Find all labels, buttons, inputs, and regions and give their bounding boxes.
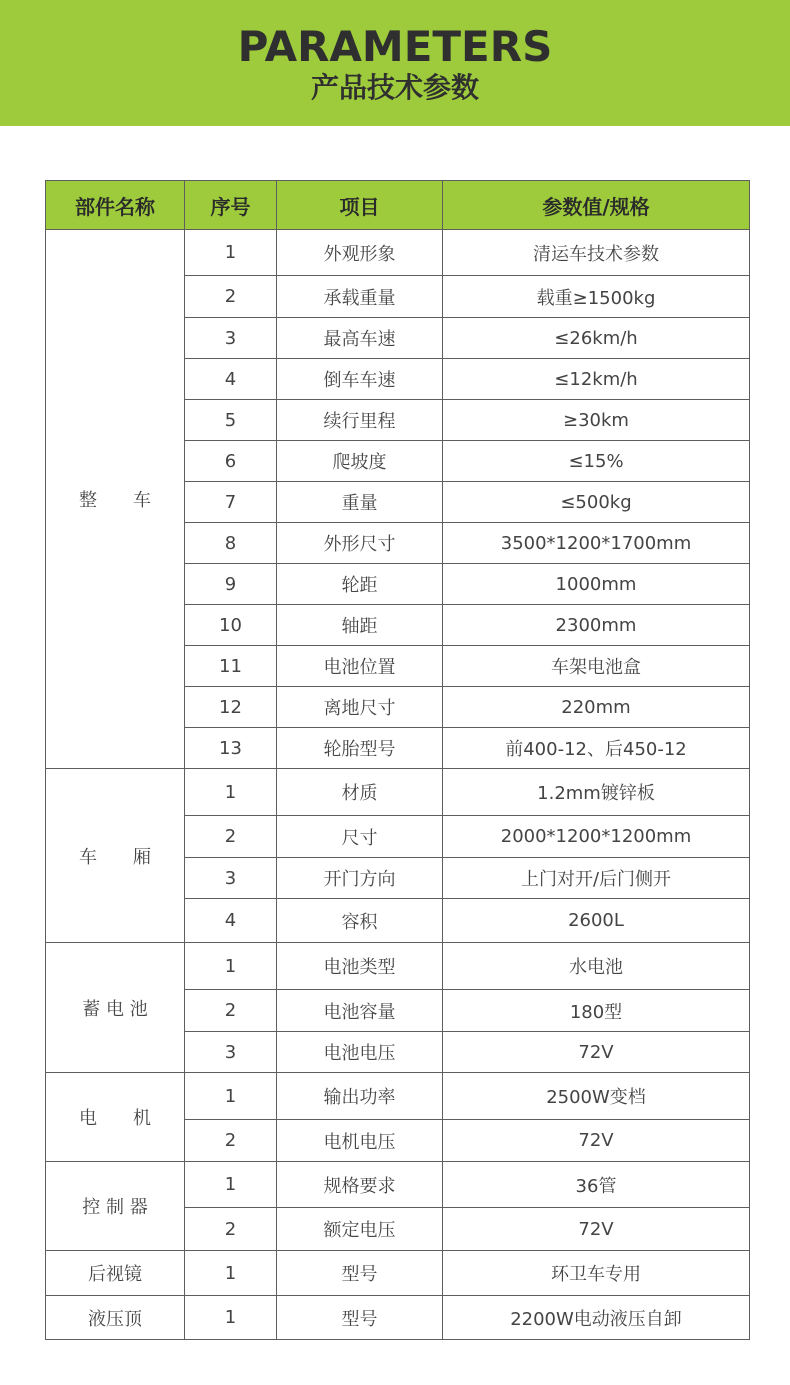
serial-number-cell: 9	[185, 564, 277, 605]
spec-table	[45, 180, 750, 1340]
part-name-cell: 液压顶	[46, 1296, 185, 1340]
table-row	[46, 943, 750, 990]
item-name-cell: 电机电压	[277, 1120, 443, 1162]
item-name-cell: 规格要求	[277, 1162, 443, 1208]
header-part: 部件名称	[46, 181, 185, 230]
serial-number-cell: 10	[185, 605, 277, 646]
item-name-cell: 电池位置	[277, 646, 443, 687]
serial-number-cell: 3	[185, 858, 277, 899]
serial-number-cell: 8	[185, 523, 277, 564]
spec-value-cell: ≤26km/h	[443, 318, 750, 359]
spec-value-cell: 水电池	[443, 943, 750, 990]
serial-number-cell: 3	[185, 318, 277, 359]
serial-number-cell: 12	[185, 687, 277, 728]
spec-value-cell: 2000*1200*1200mm	[443, 816, 750, 858]
serial-number-cell: 1	[185, 230, 277, 276]
item-name-cell: 最高车速	[277, 318, 443, 359]
header-no: 序号	[185, 181, 277, 230]
serial-number-cell: 1	[185, 1073, 277, 1120]
serial-number-cell: 1	[185, 1251, 277, 1296]
serial-number-cell: 1	[185, 769, 277, 816]
item-name-cell: 输出功率	[277, 1073, 443, 1120]
spec-value-cell: 180型	[443, 990, 750, 1032]
item-name-cell: 尺寸	[277, 816, 443, 858]
part-name-cell: 控 制 器	[46, 1162, 185, 1251]
part-name-cell: 后视镜	[46, 1251, 185, 1296]
item-name-cell: 开门方向	[277, 858, 443, 899]
serial-number-cell: 1	[185, 1162, 277, 1208]
table-row	[46, 769, 750, 816]
spec-value-cell: 72V	[443, 1120, 750, 1162]
spec-value-cell: ≤500kg	[443, 482, 750, 523]
spec-value-cell: 1000mm	[443, 564, 750, 605]
spec-value-cell: 清运车技术参数	[443, 230, 750, 276]
item-name-cell: 型号	[277, 1251, 443, 1296]
table-row	[46, 1073, 750, 1120]
header-value: 参数值/规格	[443, 181, 750, 230]
spec-value-cell: 3500*1200*1700mm	[443, 523, 750, 564]
item-name-cell: 外观形象	[277, 230, 443, 276]
part-name-cell: 电 机	[46, 1073, 185, 1162]
item-name-cell: 型号	[277, 1296, 443, 1340]
serial-number-cell: 2	[185, 276, 277, 318]
item-name-cell: 外形尺寸	[277, 523, 443, 564]
serial-number-cell: 1	[185, 943, 277, 990]
spec-value-cell: 1.2mm镀锌板	[443, 769, 750, 816]
page-title: PARAMETERS	[237, 22, 553, 71]
part-name-cell: 蓄 电 池	[46, 943, 185, 1073]
item-name-cell: 倒车车速	[277, 359, 443, 400]
spec-value-cell: 2500W变档	[443, 1073, 750, 1120]
table-row	[46, 1251, 750, 1296]
spec-value-cell: 上门对开/后门侧开	[443, 858, 750, 899]
serial-number-cell: 4	[185, 359, 277, 400]
table-row	[46, 230, 750, 276]
header-banner	[0, 0, 790, 126]
item-name-cell: 容积	[277, 899, 443, 943]
spec-table-body	[46, 230, 750, 1340]
page-subtitle: 产品技术参数	[310, 71, 479, 104]
item-name-cell: 材质	[277, 769, 443, 816]
serial-number-cell: 6	[185, 441, 277, 482]
spec-value-cell: 72V	[443, 1208, 750, 1251]
serial-number-cell: 2	[185, 1120, 277, 1162]
header-row	[46, 181, 750, 230]
serial-number-cell: 7	[185, 482, 277, 523]
item-name-cell: 额定电压	[277, 1208, 443, 1251]
item-name-cell: 轴距	[277, 605, 443, 646]
item-name-cell: 重量	[277, 482, 443, 523]
serial-number-cell: 13	[185, 728, 277, 769]
serial-number-cell: 2	[185, 990, 277, 1032]
serial-number-cell: 5	[185, 400, 277, 441]
spec-value-cell: 220mm	[443, 687, 750, 728]
header-item: 项目	[277, 181, 443, 230]
spec-value-cell: 环卫车专用	[443, 1251, 750, 1296]
serial-number-cell: 1	[185, 1296, 277, 1340]
spec-value-cell: ≤15%	[443, 441, 750, 482]
item-name-cell: 电池电压	[277, 1032, 443, 1073]
spec-value-cell: 72V	[443, 1032, 750, 1073]
serial-number-cell: 2	[185, 816, 277, 858]
part-name-cell: 整 车	[46, 230, 185, 769]
item-name-cell: 电池容量	[277, 990, 443, 1032]
spec-value-cell: 载重≥1500kg	[443, 276, 750, 318]
part-name-cell: 车 厢	[46, 769, 185, 943]
item-name-cell: 轮胎型号	[277, 728, 443, 769]
spec-value-cell: ≤12km/h	[443, 359, 750, 400]
item-name-cell: 承载重量	[277, 276, 443, 318]
serial-number-cell: 11	[185, 646, 277, 687]
item-name-cell: 电池类型	[277, 943, 443, 990]
item-name-cell: 轮距	[277, 564, 443, 605]
spec-table-head	[46, 181, 750, 230]
spec-value-cell: ≥30km	[443, 400, 750, 441]
item-name-cell: 爬坡度	[277, 441, 443, 482]
spec-value-cell: 2200W电动液压自卸	[443, 1296, 750, 1340]
spec-value-cell: 2300mm	[443, 605, 750, 646]
table-row	[46, 1296, 750, 1340]
spec-value-cell: 前400-12、后450-12	[443, 728, 750, 769]
spec-value-cell: 车架电池盒	[443, 646, 750, 687]
table-row	[46, 1162, 750, 1208]
serial-number-cell: 4	[185, 899, 277, 943]
item-name-cell: 续行里程	[277, 400, 443, 441]
serial-number-cell: 2	[185, 1208, 277, 1251]
spec-value-cell: 2600L	[443, 899, 750, 943]
spec-value-cell: 36管	[443, 1162, 750, 1208]
serial-number-cell: 3	[185, 1032, 277, 1073]
item-name-cell: 离地尺寸	[277, 687, 443, 728]
